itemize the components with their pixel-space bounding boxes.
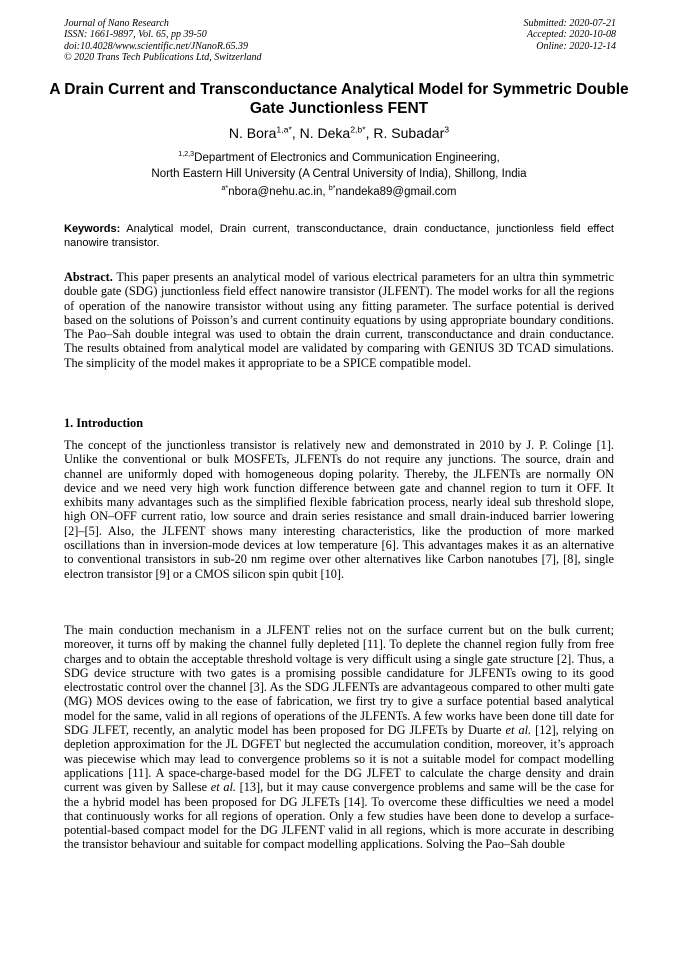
email-link[interactable]: nandeka89@gmail.com bbox=[335, 186, 457, 198]
submission-dates bbox=[524, 18, 617, 52]
author-emails: $^{a*}$nbora@nehu.ac.in, $^{b*}$nandeka89@gmail.com bbox=[221, 184, 457, 198]
journal-name: Journal of Nano Research bbox=[64, 18, 169, 29]
submitted-date: Submitted: 2020-07-21 bbox=[523, 18, 616, 29]
author-sup: 1,a* bbox=[276, 124, 292, 135]
keywords-label: Keywords: bbox=[64, 223, 121, 235]
author-name: N. Bora bbox=[228, 125, 277, 141]
intro-paragraph-2 bbox=[64, 623, 614, 852]
affiliation-sup: 1,2,3 bbox=[178, 150, 195, 159]
keywords-text: Analytical model, Drain current, transconductance, drain conductance, junctionless field effect nanowire transistor. bbox=[64, 223, 614, 249]
abstract bbox=[64, 270, 614, 370]
author-name: N. Deka bbox=[299, 125, 351, 141]
journal-info bbox=[64, 18, 262, 64]
intro-paragraph-1: The concept of the junctionless transistor is relatively new and demonstrated in 2010 by J. P. Colinge [1]. Unlike the conventional or bulk MOSFETs, JLFENTs do not require any junctions. The source, drain and channel are uniformly doped with homogeneous doping polarity. Thereby, the JLFENTs are normally ON device and we need very high work function difference between gate and channel region to turn it OFF. It exhibits many advantages such as the simplified flexible fabrication process, nearly ideal sub threshold slope, high ON–OFF current ratio, low source and drain series resistance and small drain-induced barrier lowering [2]–[5]. Also, the JLFENT shows many interesting characteristics, like the production of more marked oscillations than in inversion-mode devices at low temperature [6]. This advantages makes it as an alternative to conventional transistors in sub-20 nm regime over other alternatives like Carbon nanotubes [7], [8], single electron transistor [9] or a CMOS silicon spin qubit [10]. bbox=[64, 438, 614, 581]
et-al: et al. bbox=[210, 780, 236, 795]
copyright-line: © 2020 Trans Tech Publications Ltd, Switzerland bbox=[64, 52, 262, 64]
issn-line: ISSN: 1661-9897, Vol. 65, pp 39-50 bbox=[64, 29, 207, 41]
author-sup: 2,b* bbox=[350, 124, 366, 135]
online-date: Online: 2020-12-14 bbox=[536, 40, 616, 52]
accepted-date: Accepted: 2020-10-08 bbox=[526, 29, 616, 41]
email-sup: b* bbox=[328, 184, 336, 193]
et-al: et al. bbox=[505, 723, 532, 738]
email-sup: a* bbox=[221, 184, 229, 193]
paragraph-text: [12], relying on depletion approximation for the JL DGFET but neglected the accumulation condition, moreover, it’s approach was piecewise which may lead to convergence problems so it is not a suitable model for compact modelling applications [11]. A space-charge-based model for the DG JLFET to calculate the charge density and drain current was given by Sallese bbox=[64, 723, 614, 795]
paragraph-text: The main conduction mechanism in a JLFENT relies not on the surface current but on the bulk current; moreover, it turns off by making the channel fully depleted [11]. To deplete the channel region fully from free charges and to obtain the acceptable threshold voltage is very difficult using a single gate structure [2]. Thus, a SDG device structure with two gates is a promising possible candidature for JLFENTs owing to its good electrostatic control over the channel [3]. As the SDG JLFENTs are advantageous compared to other multi gate (MG) MOS devices owing to the ease of fabrication, we first try to give a surface potential based analytical model for the same, valid in all regions of operations of the JLFENTs. A few works have been done till date for SDG JLFET, recently, an analytic model has been proposed for DG JLFETs by Duarte bbox=[64, 623, 614, 738]
author-name: R. Subadar bbox=[373, 125, 445, 141]
abstract-text: This paper presents an analytical model of various electrical parameters for an ultra thin symmetric double gate (SDG) junctionless field effect nanowire transistor (JLFENT). The model works for all the regions of operation of the nanowire transistor without using any fitting parameter. The surface potential is derived based on the solutions of Poisson’s and current continuity equations by using appropriate boundary conditions. The Pao–Sah double integral was used to obtain the drain current, transconductance and drain conductance. The results obtained from analytical model are validated by comparing with GENIUS 3D TCAD simulations. The simplicity of the model makes it appropriate to be a SPICE compatible model. bbox=[64, 270, 614, 370]
abstract-label: Abstract. bbox=[64, 270, 113, 284]
keywords bbox=[64, 222, 614, 250]
author-list: N. Bora$^{1,a*}$, N. Deka$^{2,b*}$, R. Subadar$^3$ bbox=[228, 124, 450, 141]
email-link[interactable]: nbora@nehu.ac.in bbox=[228, 186, 323, 198]
doi-line: doi:10.4028/www.scientific.net/JNanoR.65.39 bbox=[64, 40, 248, 52]
affiliation bbox=[40, 150, 638, 182]
affiliation-line: Department of Electronics and Communication Engineering, bbox=[194, 152, 500, 164]
paper-title: A Drain Current and Transconductance Analytical Model for Symmetric Double Gate Junctionless FENT bbox=[49, 81, 629, 117]
author-sup: 3 bbox=[444, 124, 450, 135]
affiliation-line: North Eastern Hill University (A Central University of India), Shillong, India bbox=[151, 168, 527, 180]
section-heading: 1. Introduction bbox=[64, 416, 144, 430]
paragraph-text: [13], but it may cause convergence problems and same will be the case for the a hybrid model has been proposed for DG JLFETs [14]. To overcome these difficulties we need a model that continuously works for all regions of operation. Only a few studies have been done to develop a surface-potential-based compact model for the DG JLFENT valid in all regions, which is more accurate in describing the transistor behaviour and suitable for compact modelling applications. Solving the Pao–Sah double bbox=[64, 780, 615, 852]
